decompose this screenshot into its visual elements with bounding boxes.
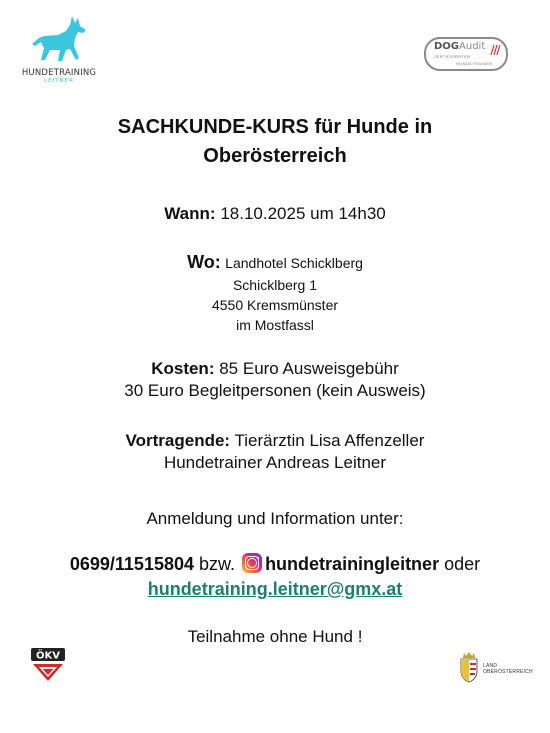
instagram-icon [242,553,262,573]
phone-number[interactable]: 0699/11515804 [69,554,194,574]
title-line-1: SACHKUNDE-KURS für Hunde in [117,116,433,138]
kosten-block [0,358,550,402]
vortragende-block [0,430,550,474]
page-title [0,113,550,171]
vortragende-label: Vortragende: [125,431,231,450]
vortragende-line-2: Hundetrainer Andreas Leitner [163,453,387,472]
dogaudit-line2: HUNDETRAINER [456,61,493,66]
oder-text: oder [444,554,481,574]
wo-block [0,251,550,335]
logo-sub-text: LEITNER [44,78,74,84]
wo-label: Wo: [187,252,221,272]
hundetraining-leitner-logo [14,14,104,84]
okv-logo [30,647,66,683]
wo-line-4: im Mostfassl [236,317,314,333]
anmeldung-text: Anmeldung und Information unter: [146,509,404,528]
land-oberoesterreich-logo [459,651,533,685]
instagram-handle[interactable]: hundetrainingleitner [265,554,440,574]
dogaudit-logo [424,37,508,71]
wo-line-2: Schicklberg 1 [232,277,318,293]
stripes-icon [490,44,500,56]
land-oberoesterreich-crest-icon [459,651,479,683]
wo-line-3: 4550 Kremsmünster [211,297,339,313]
logo-brand-text: HUNDETRAINING [21,68,97,78]
wann-line [0,203,550,225]
kosten-line-2: 30 Euro Begleitpersonen (kein Ausweis) [124,381,426,400]
wo-line-1: Landhotel Schicklberg [225,255,363,271]
land-text: LAND OBERÖSTERREICH [483,663,533,675]
svg-text:ÖKV: ÖKV [36,650,60,662]
dogaudit-wordmark: DOGAudit [434,41,486,52]
wann-label: Wann: [164,204,216,223]
kosten-label: Kosten: [151,359,215,378]
bzw-text: bzw. [199,554,236,574]
dogaudit-line1: ZERTIFIZIERTER [434,54,471,59]
vortragende-line-1: Tierärztin Lisa Affenzeller [234,431,425,450]
email-link[interactable]: hundetraining.leitner@gmx.at [147,579,403,599]
wann-value: 18.10.2025 um 14h30 [220,204,386,223]
contact-block [0,552,550,602]
kosten-line-1: 85 Euro Ausweisgebühr [219,359,399,378]
dog-icon [28,14,90,66]
teilnahme-note: Teilnahme ohne Hund ! [187,627,363,646]
title-line-2: Oberösterreich [203,145,347,167]
